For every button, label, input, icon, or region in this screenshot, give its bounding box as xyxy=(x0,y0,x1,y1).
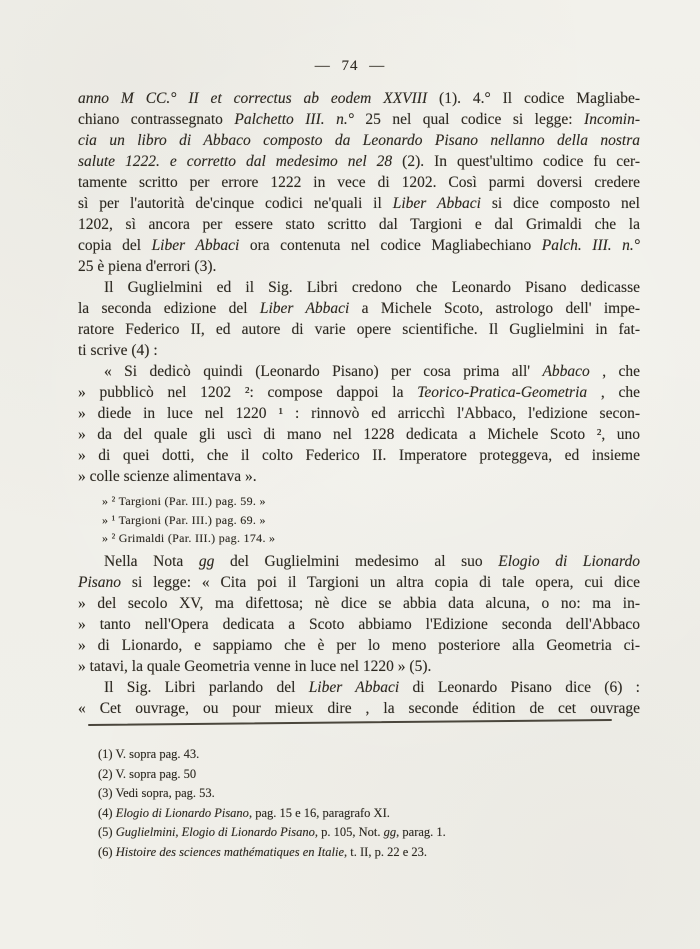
text-line: anno M CC.° II et correctus ab eodem XXVIII (1). 4.° Il codice Magliabe- xyxy=(78,90,640,107)
text-line: sì per l'autorità de'cinque codici ne'quali il Liber Abbaci si dice composto nel xyxy=(78,195,640,212)
text-line: tamente scritto per errore 1222 in vece di 1202. Così parmi doversi credere xyxy=(78,174,640,191)
text-line: (3) Vedi sopra, pag. 53. xyxy=(98,786,215,800)
text-line: » tatavi, la quale Geometria venne in luce nel 1220 » (5). xyxy=(78,657,432,675)
text-line: » diede in luce nel 1220 ¹ : rinnovò ed arricchì l'Abbaco, l'edizione secon- xyxy=(78,405,640,422)
paragraph xyxy=(78,677,640,719)
text-line: Nella Nota gg del Guglielmini medesimo al suo Elogio di Lionardo xyxy=(104,552,640,570)
text-line: » ² Targioni (Par. III.) pag. 59. » xyxy=(102,494,266,508)
text-line: » del secolo XV, ma difettosa; nè dice se abbia data alcuna, o no: ma in- xyxy=(78,594,640,612)
text-line: 1202, sì ancora per essere stato scritto dal Targioni e dal Grimaldi che la xyxy=(78,216,640,233)
text-line: » tanto nell'Opera dedicata a Scoto abbiamo l'Edizione seconda dell'Abbaco xyxy=(78,615,640,633)
text-line: « Si dedicò quindi (Leonardo Pisano) per cosa prima all' Abbaco , che xyxy=(104,363,640,380)
footnotes xyxy=(98,745,628,862)
text-line: (5) Guglielmini, Elogio di Lionardo Pisano, p. 105, Not. gg, parag. 1. xyxy=(98,825,446,839)
text-line: copia del Liber Abbaci ora contenuta nel codice Magliabechiano Palch. III. n.° xyxy=(78,237,640,254)
text-line: chiano contrassegnato Palchetto III. n.° 25 nel qual codice si legge: Incomin- xyxy=(78,111,640,128)
text-line: » ² Grimaldi (Par. III.) pag. 174. » xyxy=(102,531,276,545)
text-line: ratore Federico II, ed autore di varie opere scientifiche. Il Guglielmini in fat- xyxy=(78,321,640,338)
page-number: — 74 — xyxy=(314,58,386,74)
text-line: 25 è piena d'errori (3). xyxy=(78,258,217,275)
text-line: « Cet ouvrage, ou pour mieux dire , la seconde édition de cet ouvrage xyxy=(78,699,640,717)
paragraph xyxy=(78,277,640,361)
text-line: » di Lionardo, e sappiamo che è per lo meno posteriore alla Geometria ci- xyxy=(78,636,640,654)
paragraph xyxy=(78,88,640,277)
text-line: la seconda edizione del Liber Abbaci a Michele Scoto, astrologo dell' impe- xyxy=(78,300,640,317)
footnote-divider-rule xyxy=(88,719,612,726)
text-line: (1) V. sopra pag. 43. xyxy=(98,747,200,761)
text-line: » colle scienze alimentava ». xyxy=(78,468,257,485)
text-line: Pisano si legge: « Cita poi il Targioni un altra copia di tale opera, cui dice xyxy=(78,573,640,591)
text-line: cia un libro di Abbaco composto da Leonardo Pisano nellanno della nostra xyxy=(78,132,640,149)
text-line: » ¹ Targioni (Par. III.) pag. 69. » xyxy=(102,512,266,527)
paragraph xyxy=(78,551,640,677)
text-line: Il Sig. Libri parlando del Liber Abbaci di Leonardo Pisano dice (6) : xyxy=(104,678,640,696)
text-line: (2) V. sopra pag. 50 xyxy=(98,766,197,781)
main-text-upper xyxy=(78,88,640,487)
paragraph xyxy=(78,361,640,487)
text-line: » di quei dotti, che il colto Federico II. Imperatore proteggeva, ed insieme xyxy=(78,447,640,464)
text-line: » da del quale gli uscì di mano nel 1228 dedicata a Michele Scoto ², uno xyxy=(78,426,640,443)
text-line: salute 1222. e corretto dal medesimo nel 28 (2). In quest'ultimo codice fu cer- xyxy=(78,153,640,170)
text-line: (4) Elogio di Lionardo Pisano, pag. 15 e 16, paragrafo XI. xyxy=(98,805,390,820)
text-line: » pubblicò nel 1202 ²: compose dappoi la Teorico-Pratica-Geometria , che xyxy=(78,384,640,401)
main-text-lower xyxy=(78,551,640,719)
text-line: (6) Histoire des sciences mathématiques en Italie, t. II, p. 22 e 23. xyxy=(98,844,427,859)
text-line: Il Guglielmini ed il Sig. Libri credono che Leonardo Pisano dedicasse xyxy=(104,279,640,296)
inline-footnotes xyxy=(102,492,640,548)
text-line: ti scrive (4) : xyxy=(78,342,158,359)
page-body xyxy=(78,88,640,719)
